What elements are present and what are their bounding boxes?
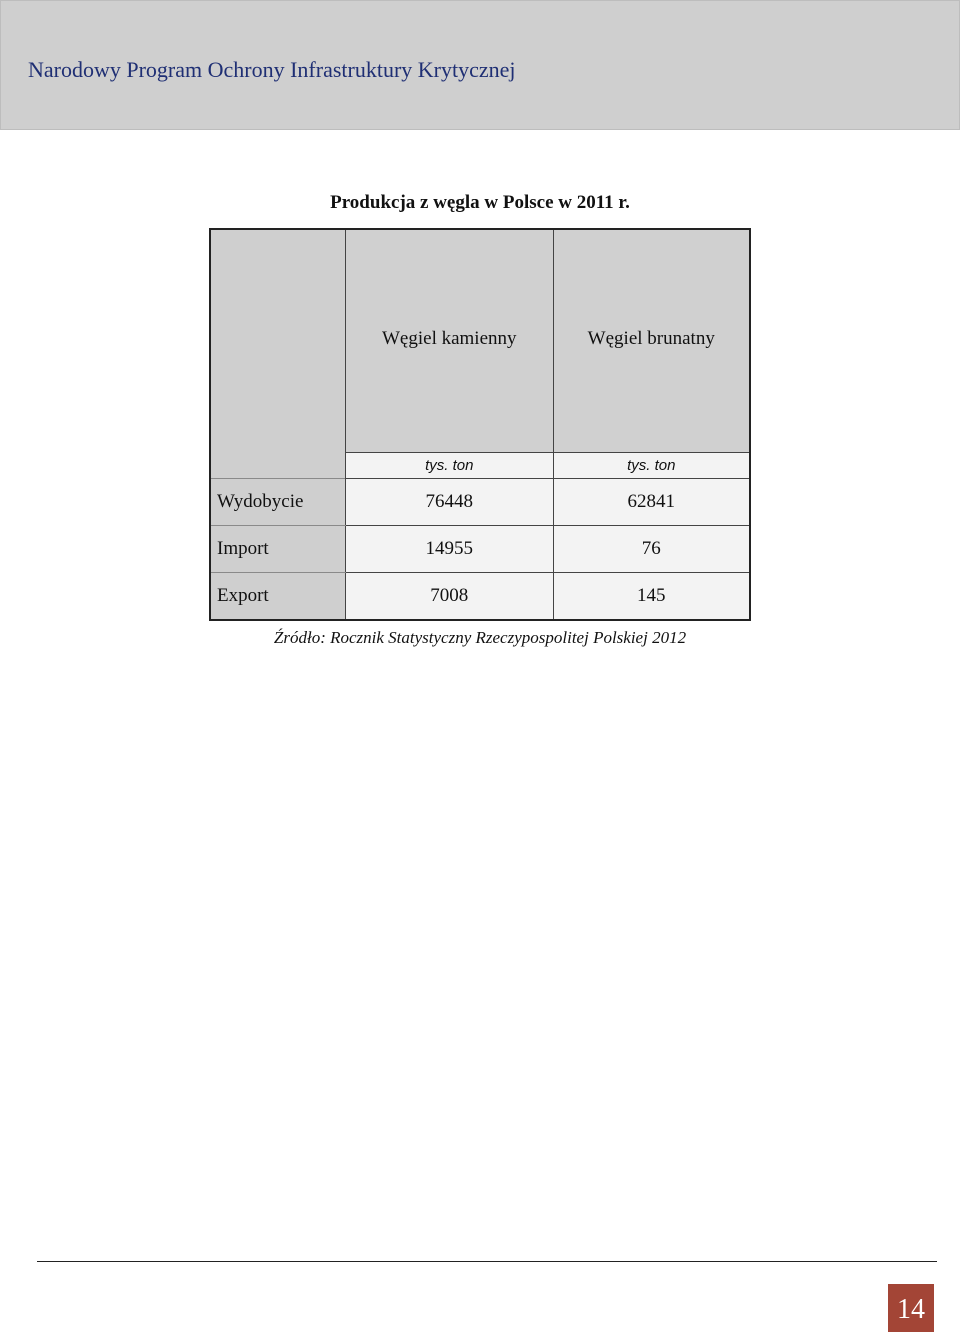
row-label: Export: [210, 573, 346, 621]
column-header-label: Węgiel brunatny: [587, 328, 715, 349]
row-label: Import: [210, 526, 346, 573]
coal-production-table: [209, 228, 751, 621]
table-cell: 76448: [346, 479, 554, 526]
table-cell: 76: [553, 526, 750, 573]
table-title: Produkcja z węgla w Polsce w 2011 r.: [330, 192, 630, 213]
table-corner-cell: [210, 229, 346, 479]
header-band: [0, 0, 960, 130]
page-number-badge: 14: [888, 1284, 934, 1332]
table-cell: 145: [553, 573, 750, 621]
table-cell: 7008: [346, 573, 554, 621]
table-cell: 62841: [553, 479, 750, 526]
column-header-label: Węgiel kamienny: [381, 328, 517, 349]
document-header-title: Narodowy Program Ochrony Infrastruktury Krytycznej: [28, 57, 516, 82]
unit-cell: tys. ton: [346, 453, 554, 479]
table-header-row: [210, 229, 750, 453]
column-header-hard-coal: [346, 229, 554, 453]
table-source-note: Źródło: Rocznik Statystyczny Rzeczypospolitej Polskiej 2012: [273, 628, 687, 647]
table-cell: 14955: [346, 526, 554, 573]
row-label: Wydobycie: [210, 479, 346, 526]
table-row: [210, 479, 750, 526]
table-row: [210, 526, 750, 573]
footer-divider: [37, 1261, 937, 1262]
table-row: [210, 573, 750, 621]
unit-cell: tys. ton: [553, 453, 750, 479]
column-header-lignite: [553, 229, 750, 453]
